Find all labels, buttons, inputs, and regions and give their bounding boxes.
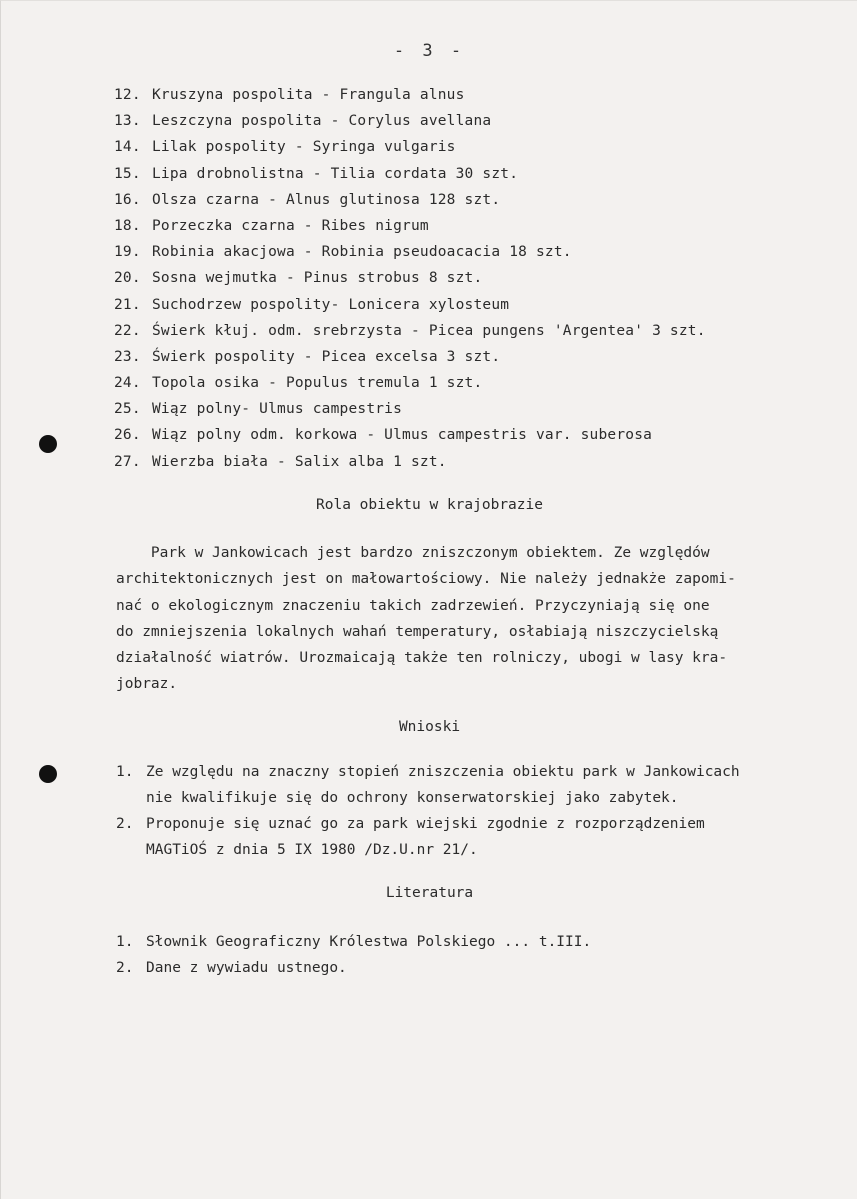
item-number: 26.	[114, 427, 141, 444]
page-number: - 3 -	[393, 41, 466, 61]
item-text: Porzeczka czarna - Ribes nigrum	[152, 217, 429, 234]
punch-hole	[39, 435, 57, 453]
item-number: 24.	[114, 375, 141, 392]
item-text: Olsza czarna - Alnus glutinosa 128 szt.	[152, 191, 501, 208]
list-item	[114, 111, 706, 137]
item-number: 14.	[114, 139, 141, 156]
item-number: 2.	[116, 960, 134, 976]
item-text: Kruszyna pospolita - Frangula alnus	[152, 87, 465, 103]
item-number: 27.	[114, 453, 141, 470]
item-text: Leszczyna pospolita - Corylus avellana	[152, 113, 492, 130]
list-item	[114, 164, 706, 190]
item-text: Ze względu na znaczny stopień zniszczenia obiektu park w Jankowicach	[146, 764, 740, 780]
item-text: Lilak pospolity - Syringa vulgaris	[152, 139, 456, 156]
item-text: Świerk pospolity - Picea excelsa 3 szt.	[152, 348, 501, 365]
item-text: Wiąz polny- Ulmus campestris	[152, 401, 403, 418]
paragraph-line: jobraz.	[116, 676, 178, 693]
item-text: Wierzba biała - Salix alba 1 szt.	[152, 453, 447, 470]
species-list	[114, 85, 706, 478]
list-item	[114, 242, 706, 268]
item-number: 1.	[116, 764, 134, 780]
role-paragraph	[116, 540, 841, 698]
item-text: Suchodrzew pospolity- Lonicera xylosteum	[152, 296, 510, 313]
item-text: Lipa drobnolistna - Tilia cordata 30 szt.	[152, 165, 519, 182]
list-item	[114, 137, 706, 163]
literature-list	[116, 929, 591, 981]
paragraph-line: do zmniejszenia lokalnych wahań temperatury, osłabiają niszczycielską	[116, 623, 719, 640]
paragraph-line: Park w Jankowicach jest bardzo zniszczonym obiektem. Ze względów	[116, 545, 710, 561]
list-item	[114, 216, 706, 242]
list-item	[114, 190, 706, 216]
item-text: Dane z wywiadu ustnego.	[146, 960, 347, 976]
item-number: 15.	[114, 165, 141, 182]
item-number: 1.	[116, 934, 134, 950]
paragraph-line: działalność wiatrów. Urozmaicają także ten rolniczy, ubogi w lasy kra-	[116, 650, 728, 667]
item-number: 12.	[114, 87, 141, 103]
list-item	[114, 399, 706, 425]
item-text: Robinia akacjowa - Robinia pseudoacacia 18 szt.	[152, 244, 572, 261]
item-number: 13.	[114, 113, 141, 130]
list-item-continuation: MAGTiOŚ z dnia 5 IX 1980 /Dz.U.nr 21/.	[146, 842, 478, 858]
list-item	[114, 268, 706, 294]
section-heading-role: Rola obiektu w krajobrazie	[316, 497, 543, 513]
item-text: Świerk kłuj. odm. srebrzysta - Picea pungens 'Argentea' 3 szt.	[152, 322, 706, 339]
list-item	[114, 295, 706, 321]
item-text: Topola osika - Populus tremula 1 szt.	[152, 375, 483, 392]
list-item	[116, 929, 591, 955]
list-item	[114, 85, 706, 111]
conclusions-list	[116, 759, 740, 863]
section-heading-literature: Literatura	[385, 885, 474, 901]
item-number: 21.	[114, 296, 141, 313]
list-item	[114, 321, 706, 347]
item-number: 18.	[114, 217, 141, 234]
item-number: 16.	[114, 191, 141, 208]
list-item-continuation: nie kwalifikuje się do ochrony konserwatorskiej jako zabytek.	[146, 790, 679, 806]
section-heading-conclusions: Wnioski	[398, 719, 461, 735]
item-number: 20.	[114, 270, 141, 287]
item-number: 22.	[114, 322, 141, 339]
list-item	[114, 425, 706, 451]
punch-hole	[39, 765, 57, 783]
list-item	[116, 811, 740, 837]
item-text: Sosna wejmutka - Pinus strobus 8 szt.	[152, 270, 483, 287]
item-number: 19.	[114, 244, 141, 261]
list-item	[114, 347, 706, 373]
list-item	[114, 452, 706, 478]
item-number: 2.	[116, 816, 134, 832]
list-item	[116, 759, 740, 785]
item-text: Proponuje się uznać go za park wiejski zgodnie z rozporządzeniem	[146, 816, 705, 832]
list-item	[114, 373, 706, 399]
item-text: Wiąz polny odm. korkowa - Ulmus campestris var. suberosa	[152, 427, 653, 444]
item-number: 25.	[114, 401, 141, 418]
paragraph-line: architektonicznych jest on małowartościowy. Nie należy jednakże zapomi-	[116, 571, 736, 588]
item-number: 23.	[114, 348, 141, 365]
list-item	[116, 955, 591, 981]
paragraph-line: nać o ekologicznym znaczeniu takich zadrzewień. Przyczyniają się one	[116, 597, 710, 614]
item-text: Słownik Geograficzny Królestwa Polskiego ... t.III.	[146, 934, 592, 950]
